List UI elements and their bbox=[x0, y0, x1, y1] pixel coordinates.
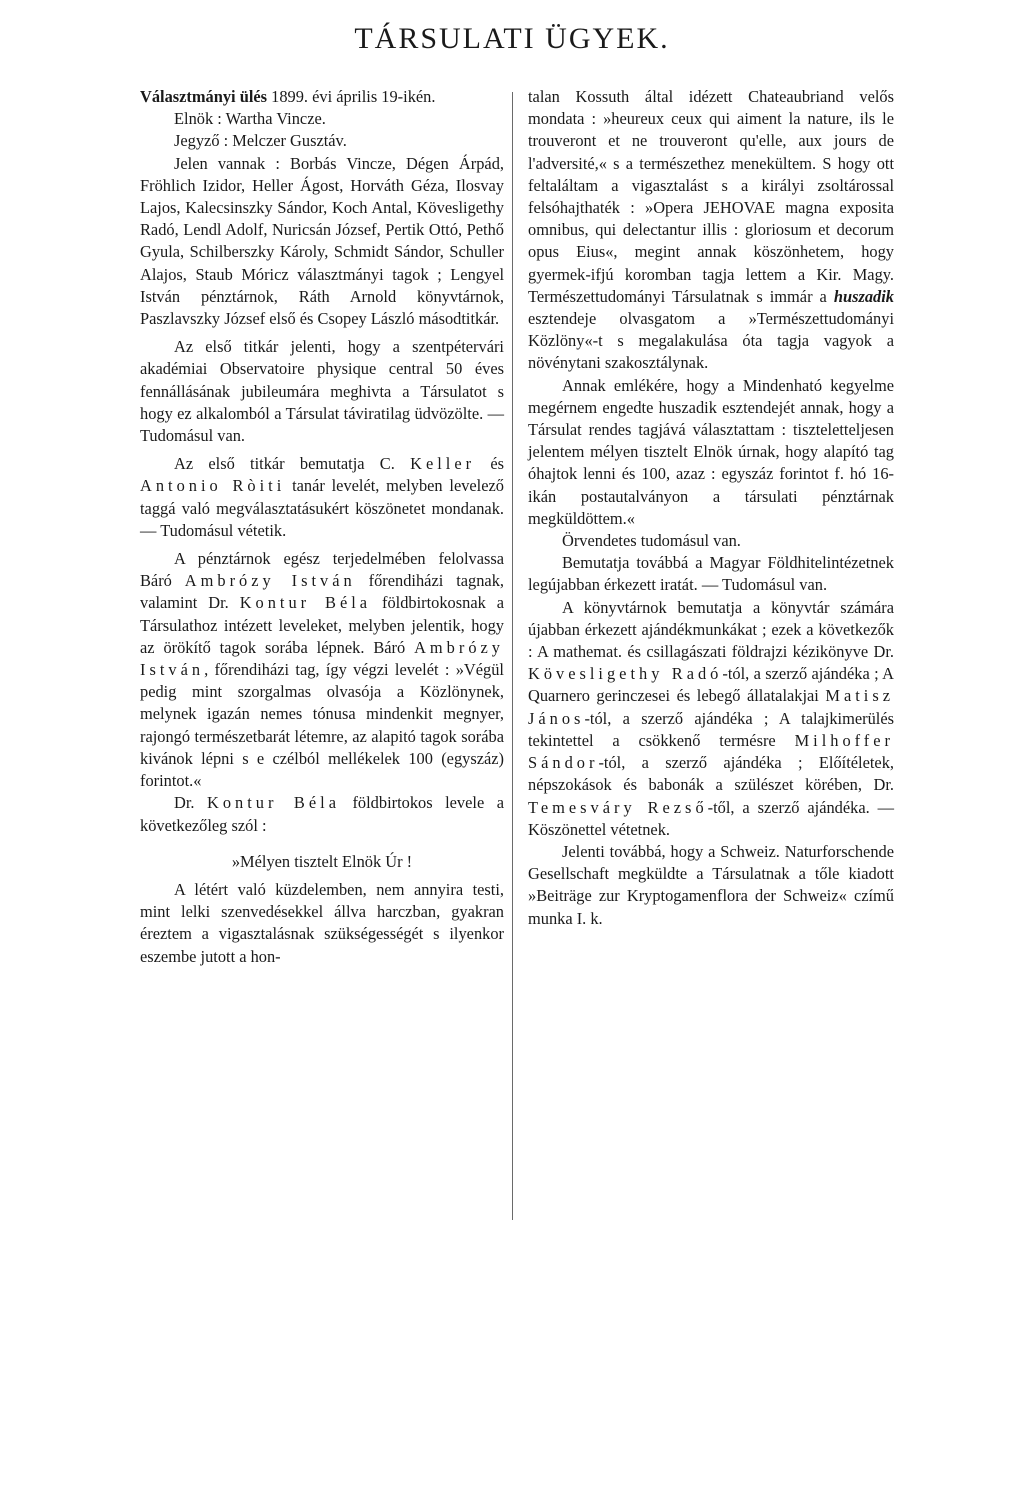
letter-body-paragraph: A létért való küzdelemben, nem annyira testi, mint lelki szenvedésekkel állva harczban, gyakran éreztem a vigasztalásnak szükségességét s ilyenkor eszembe jutott a hon- bbox=[140, 879, 504, 966]
person-name: Kövesligethy Radó bbox=[528, 664, 723, 684]
attendees-paragraph: Jelen vannak : Borbás Vincze, Dégen Árpád, Fröhlich Izidor, Heller Ágost, Horváth Géza, Ilosvay Lajos, Kalecsinszky Sándor, Koch Antal, Kövesligethy Radó, Lendl Adolf, Nuricsán József, Pertik Ottó, Pethő Gyula, Schilberszky Károly, Schmidt Sándor, Schuller Alajos, Staub Móricz választmányi tagok ; Lengyel István pénztárnok, Ráth Arnold könyvtárnok, Paszlavszky József első és Csopey László másodtitkár. bbox=[140, 153, 504, 329]
person-name: Kontur Béla bbox=[239, 593, 372, 613]
meeting-heading-paragraph bbox=[140, 86, 504, 108]
column-divider bbox=[512, 92, 513, 1220]
observatory-jubilee-paragraph: Az első titkár jelenti, hogy a szentpétervári akadémiai Observatoire physique central 50 éves fennállásának jubileumára meghivta a Társulatot s hogy ez alkalomból a Társulat táviratilag üdvözölte. — Tudomásul van. bbox=[140, 337, 504, 446]
person-name: Milhoffer Sándor bbox=[528, 730, 894, 773]
person-name: Ambrózy István bbox=[140, 637, 504, 680]
letter-continuation-paragraph: talan Kossuth által idézett Chateaubriand velős mondata : »heureux ceux qui aiment la nature, ils le trouveront et ne trouveront qu'elle, aux jours de l'adversité,« s a természethez menekültem. S hogy ott feltaláltam a vigasztalást s a királyi zsoltárossal felsóhajthaték : »Opera JEHOVAE magna exposita omnibus, qui delectantur illis : gloriosum et decorum opus Eius«, megint annak köszönhetem, hogy gyermek-ifjú koromban tagja lettem a Kir. Magy. Természettudományi Társulatnak s immár a huszadik esztendeje olvasgatom a »Természettudományi Közlöny«-t s megalakulása óta tagja vagyok a növénytani szakosztálynak. bbox=[528, 87, 894, 373]
chairman-line: Elnök : Wartha Vincze. bbox=[174, 109, 326, 129]
person-name: Kontur Béla bbox=[207, 793, 340, 813]
right-column bbox=[528, 86, 894, 930]
letter-intro-paragraph: Dr. Kontur Béla földbirtokos levele a következőleg szól : bbox=[140, 793, 504, 835]
secretary-line: Jegyző : Melczer Gusztáv. bbox=[174, 131, 347, 151]
person-name: Keller bbox=[410, 454, 476, 474]
corresponding-members-paragraph: Az első titkár bemutatja C. Keller és Antonio Ròiti tanár levelét, melyben levelező taggá való megválasztatásukért köszönetet mondanak. — Tudomásul vétetik. bbox=[140, 454, 504, 540]
founding-members-paragraph: A pénztárnok egész terjedelmében felolvassa Báró Ambrózy István főrendiházi tagnak, valamint Dr. Kontur Béla földbirtokosnak a Társulathoz intézett leveleket, melyben jelentik, hogy az örökítő tagok sorába lépnek. Báró Ambrózy István, főrendiházi tag, így végzi levelét : »Végül pedig mint szorgalmas olvasója a Közlönynek, melynek igazán nemes tónusa mindenkit megnyer, rajongó természetbarát létemre, az alapitó tagok sorába kivánok lépni s e czélból mellékelek 100 (egyszáz) forintot.« bbox=[140, 549, 504, 791]
person-name: Temesváry Rezső bbox=[528, 797, 708, 817]
meeting-heading: Választmányi ülés bbox=[140, 87, 268, 106]
page-title: TÁRSULATI ÜGYEK. bbox=[354, 22, 670, 55]
left-column bbox=[140, 86, 504, 968]
founding-member-letter-paragraph: Annak emlékére, hogy a Mindenható kegyelme megérnem engedte huszadik esztendejét annak, hogy a Társulat rendes tagjává választattam : tiszteletteljesen jelentem mélyen tisztelt Elnök úrnak, hogy alapító tag óhajtok lenni és 100, azaz : egyszáz forintot f. hó 16-ikán postautalványon a társulati pénztárnak megküldöttem.« bbox=[528, 375, 894, 528]
library-gifts-paragraph: A könyvtárnok bemutatja a könyvtár számára újabban érkezett ajándékmunkákat ; ezek a következők : A mathemat. és csillagászati földrajzi kézikönyve Dr. Kövesligethy Radó-tól, a szerző ajándéka ; A Quarnero gerinczesei és lebegő állatalakjai Matisz János-tól, a szerző ajándéka ; A talajkimerülés tekintettel a csökkenő termésre Milhoffer Sándor-tól, a szerző ajándéka ; Előítéletek, népszokások és babonák a szülészet körében, Dr. Temesváry Rezső-től, a szerző ajándéka. — Köszönettel vétetnek. bbox=[528, 597, 894, 839]
acknowledgement-line: Örvendetes tudomásul van. bbox=[562, 531, 741, 551]
emphasis-word: huszadik bbox=[833, 286, 894, 306]
swiss-society-paragraph: Jelenti továbbá, hogy a Schweiz. Naturforschende Gesellschaft megküldte a Társulatnak a tőle kiadott »Beiträge zur Kryptogamenflora der Schweiz« czímű munka I. k. bbox=[528, 841, 894, 928]
land-credit-paragraph: Bemutatja továbbá a Magyar Földhitelintézetnek legújabban érkezett iratát. — Tudomásul van. bbox=[528, 553, 894, 595]
person-name: Matisz János bbox=[528, 686, 894, 728]
letter-salutation: »Mélyen tisztelt Elnök Úr ! bbox=[231, 851, 413, 871]
person-name: Antonio Ròiti bbox=[140, 476, 286, 496]
person-name: Ambrózy István bbox=[184, 571, 356, 591]
meeting-date: 1899. évi április 19-ikén. bbox=[267, 87, 436, 106]
